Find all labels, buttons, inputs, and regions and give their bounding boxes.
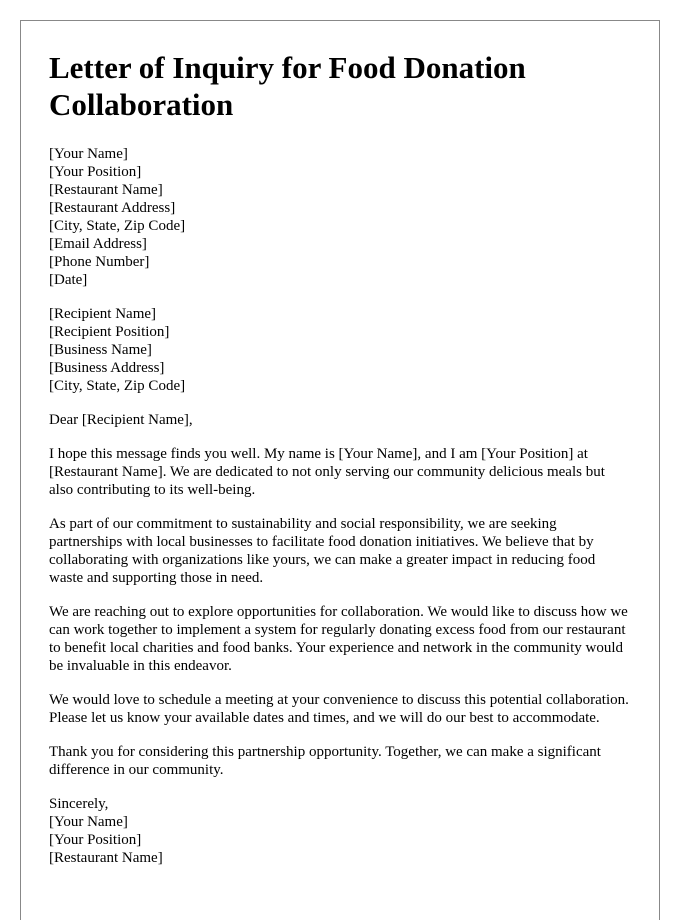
closing-your-position: [Your Position] xyxy=(49,832,142,848)
sender-position: [Your Position] xyxy=(49,164,142,180)
closing-block xyxy=(49,795,631,867)
recipient-business-address: [Business Address] xyxy=(49,360,165,376)
recipient-business-name: [Business Name] xyxy=(49,342,152,358)
recipient-city-state-zip: [City, State, Zip Code] xyxy=(49,378,186,394)
letter-title: Letter of Inquiry for Food Donation Collaboration xyxy=(49,50,526,122)
sender-city-state-zip: [City, State, Zip Code] xyxy=(49,218,186,234)
body-paragraph-commitment: As part of our commitment to sustainability and social responsibility, we are seeking partnerships with local businesses to facilitate food donation initiatives. We believe that by collaborating with organizations like yours, we can make a greater impact in reducing food waste and supporting those in need. xyxy=(49,516,596,586)
closing-restaurant-name: [Restaurant Name] xyxy=(49,850,163,866)
body-paragraph-thanks: Thank you for considering this partnership opportunity. Together, we can make a significant difference in our community. xyxy=(49,744,601,778)
recipient-position: [Recipient Position] xyxy=(49,324,170,340)
sender-phone: [Phone Number] xyxy=(49,254,150,270)
sender-restaurant-name: [Restaurant Name] xyxy=(49,182,163,198)
letter-date: [Date] xyxy=(49,272,88,288)
sender-restaurant-address: [Restaurant Address] xyxy=(49,200,176,216)
letter-page xyxy=(20,20,660,920)
sender-address-block xyxy=(49,145,631,289)
closing-sincerely: Sincerely, xyxy=(49,796,109,812)
salutation: Dear [Recipient Name], xyxy=(49,412,193,428)
closing-your-name: [Your Name] xyxy=(49,814,128,830)
recipient-address-block xyxy=(49,305,631,395)
sender-email: [Email Address] xyxy=(49,236,147,252)
recipient-name: [Recipient Name] xyxy=(49,306,157,322)
body-paragraph-meeting-request: We would love to schedule a meeting at your convenience to discuss this potential collaboration. Please let us know your available dates and times, and we will do our best to accommodate. xyxy=(49,692,629,726)
body-paragraph-collaboration: We are reaching out to explore opportunities for collaboration. We would like to discuss how we can work together to implement a system for regularly donating excess food from our restaurant to benefit local charities and food banks. Your experience and network in the community would be invaluable in this endeavor. xyxy=(49,604,628,674)
sender-name: [Your Name] xyxy=(49,146,128,162)
body-paragraph-intro: I hope this message finds you well. My name is [Your Name], and I am [Your Position] at [Restaurant Name]. We are dedicated to not only serving our community delicious meals but also contributing to its well-being. xyxy=(49,446,605,498)
